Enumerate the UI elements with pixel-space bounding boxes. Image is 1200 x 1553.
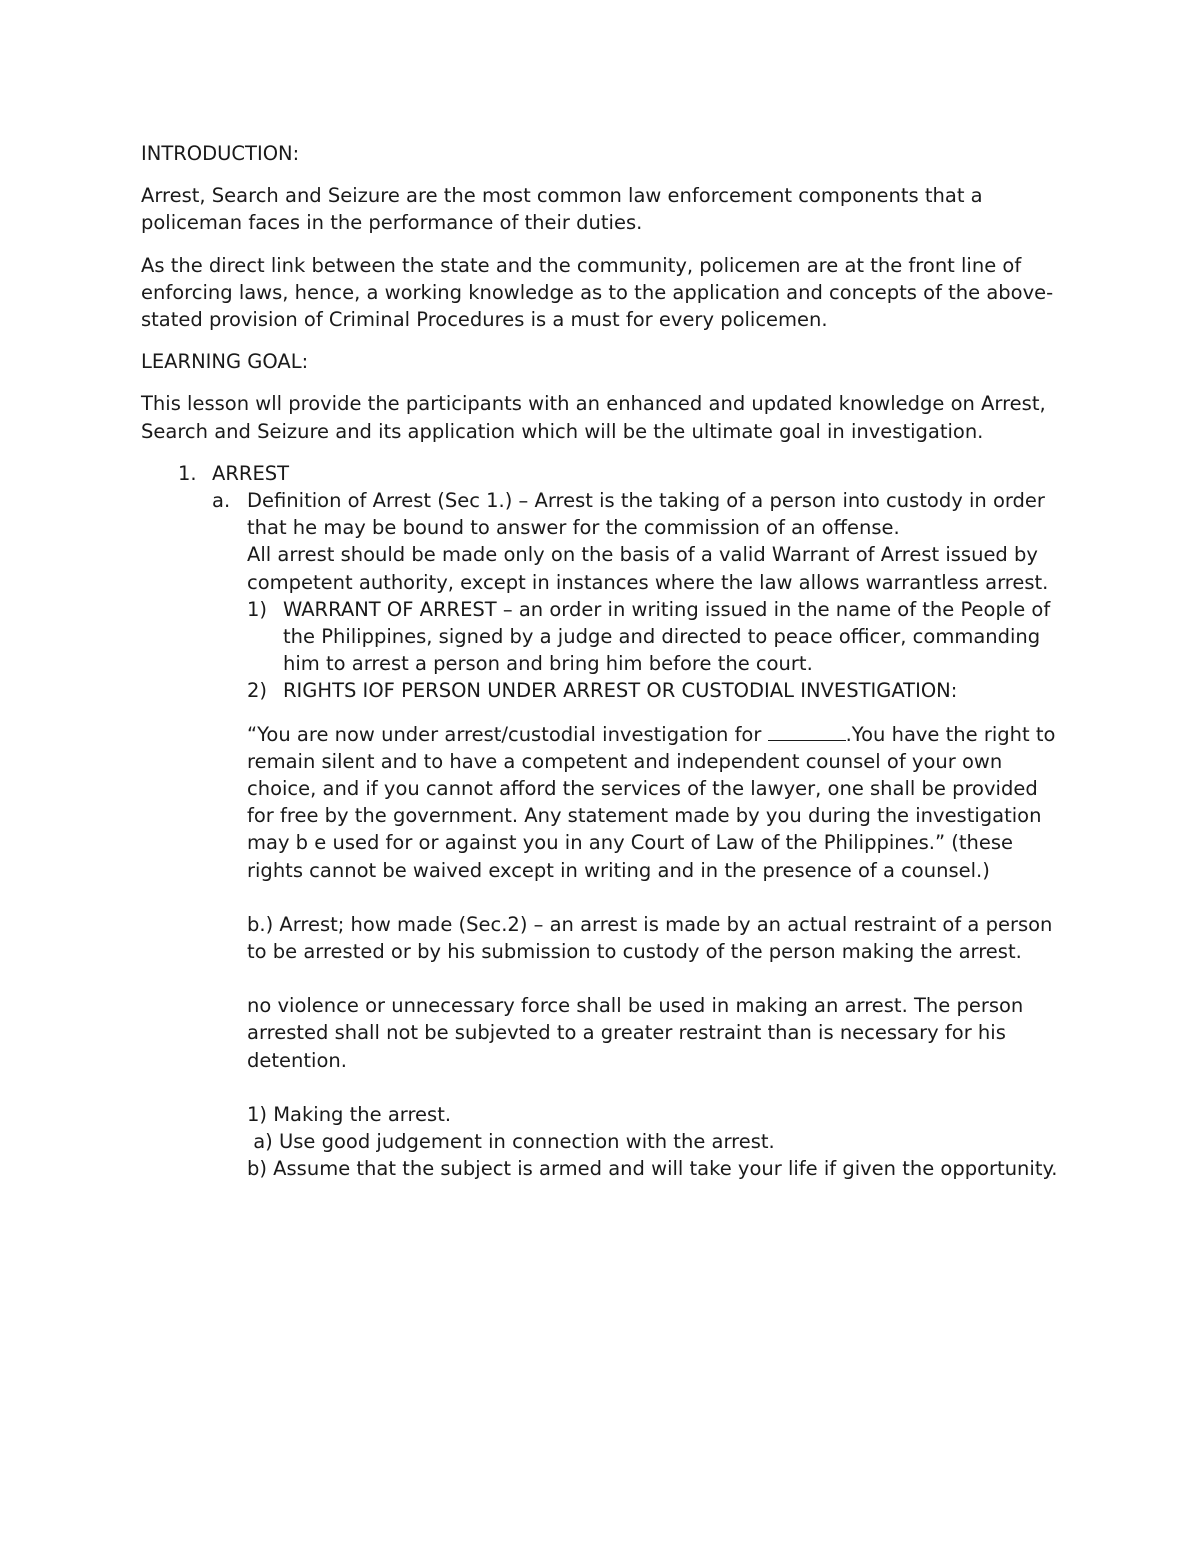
making-the-arrest-item-a: a) Use good judgement in connection with the arrest. (247, 1130, 775, 1154)
list-marker: a. (212, 489, 231, 513)
list-marker: 1. (178, 461, 197, 485)
list-item-rights-of-person (141, 677, 1066, 704)
making-the-arrest-item-b: b) Assume that the subject is armed and will take your life if given the opportunity. (247, 1157, 1058, 1181)
introduction-paragraph-1: Arrest, Search and Seizure are the most common law enforcement components that a policeman faces in the performance of their duties. (141, 184, 983, 235)
list-marker: 2) (247, 679, 268, 703)
arrest-title: ARREST (212, 461, 290, 485)
document-page (141, 140, 1066, 1183)
learning-goal-paragraph: This lesson wll provide the participants with an enhanced and updated knowledge on Arrest, Search and Seizure and its application which will be the ultimate goal in investigation. (141, 392, 1046, 443)
introduction-heading: INTRODUCTION: (141, 142, 300, 165)
learning-goal-heading: LEARNING GOAL: (141, 350, 309, 374)
rights-of-person-heading: RIGHTS IOF PERSON UNDER ARREST OR CUSTODIAL INVESTIGATION: (283, 679, 958, 703)
making-the-arrest-heading: 1) Making the arrest. (247, 1102, 452, 1126)
miranda-rights-start: “You are now under arrest/custodial investigation for (247, 722, 768, 746)
no-violence-text: no violence or unnecessary force shall be used in making an arrest. The person arrested shall not be subjevted to a greater restraint than is necessary for his detention. (247, 994, 1024, 1072)
warrant-requirement-text: All arrest should be made only on the basis of a valid Warrant of Arrest issued by competent authority, except in instances where the law allows warrantless arrest. (247, 543, 1049, 594)
fill-in-blank (768, 720, 846, 741)
list-item-warrant-of-arrest (141, 596, 1066, 678)
list-item-definition-of-arrest (141, 487, 1066, 596)
introduction-paragraph-2: As the direct link between the state and the community, policemen are at the front line of enforcing laws, hence, a working knowledge as to the application and concepts of the above-stated provision of Criminal Procedures is a must for every policemen. (141, 253, 1054, 332)
list-marker: 1) (247, 597, 268, 621)
miranda-rights-rest: .You have the right to remain silent and to have a competent and independent counsel of your own choice, and if you cannot afford the services of the lawyer, one shall be provided for free by the government. Any statement made by you during the investigation may b e used for or against you in any Court of Law of the Philippines.” (these rights cannot be waived except in writing and in the presence of a counsel.) (247, 722, 1056, 882)
miranda-rights-text (141, 720, 1066, 884)
definition-of-arrest-text: Definition of Arrest (Sec 1.) – Arrest is the taking of a person into custody in order that he may be bound to answer for the commission of an offense. (247, 489, 1045, 540)
warrant-of-arrest-text: WARRANT OF ARREST – an order in writing issued in the name of the People of the Philippines, signed by a judge and directed to peace officer, commanding him to arrest a person and bring him before the court. (283, 597, 1051, 676)
arrest-how-made-text: b.) Arrest; how made (Sec.2) – an arrest is made by an actual restraint of a person to be arrested or by his submission to custody of the person making the arrest. (247, 912, 1053, 964)
list-item-arrest (141, 460, 1066, 487)
